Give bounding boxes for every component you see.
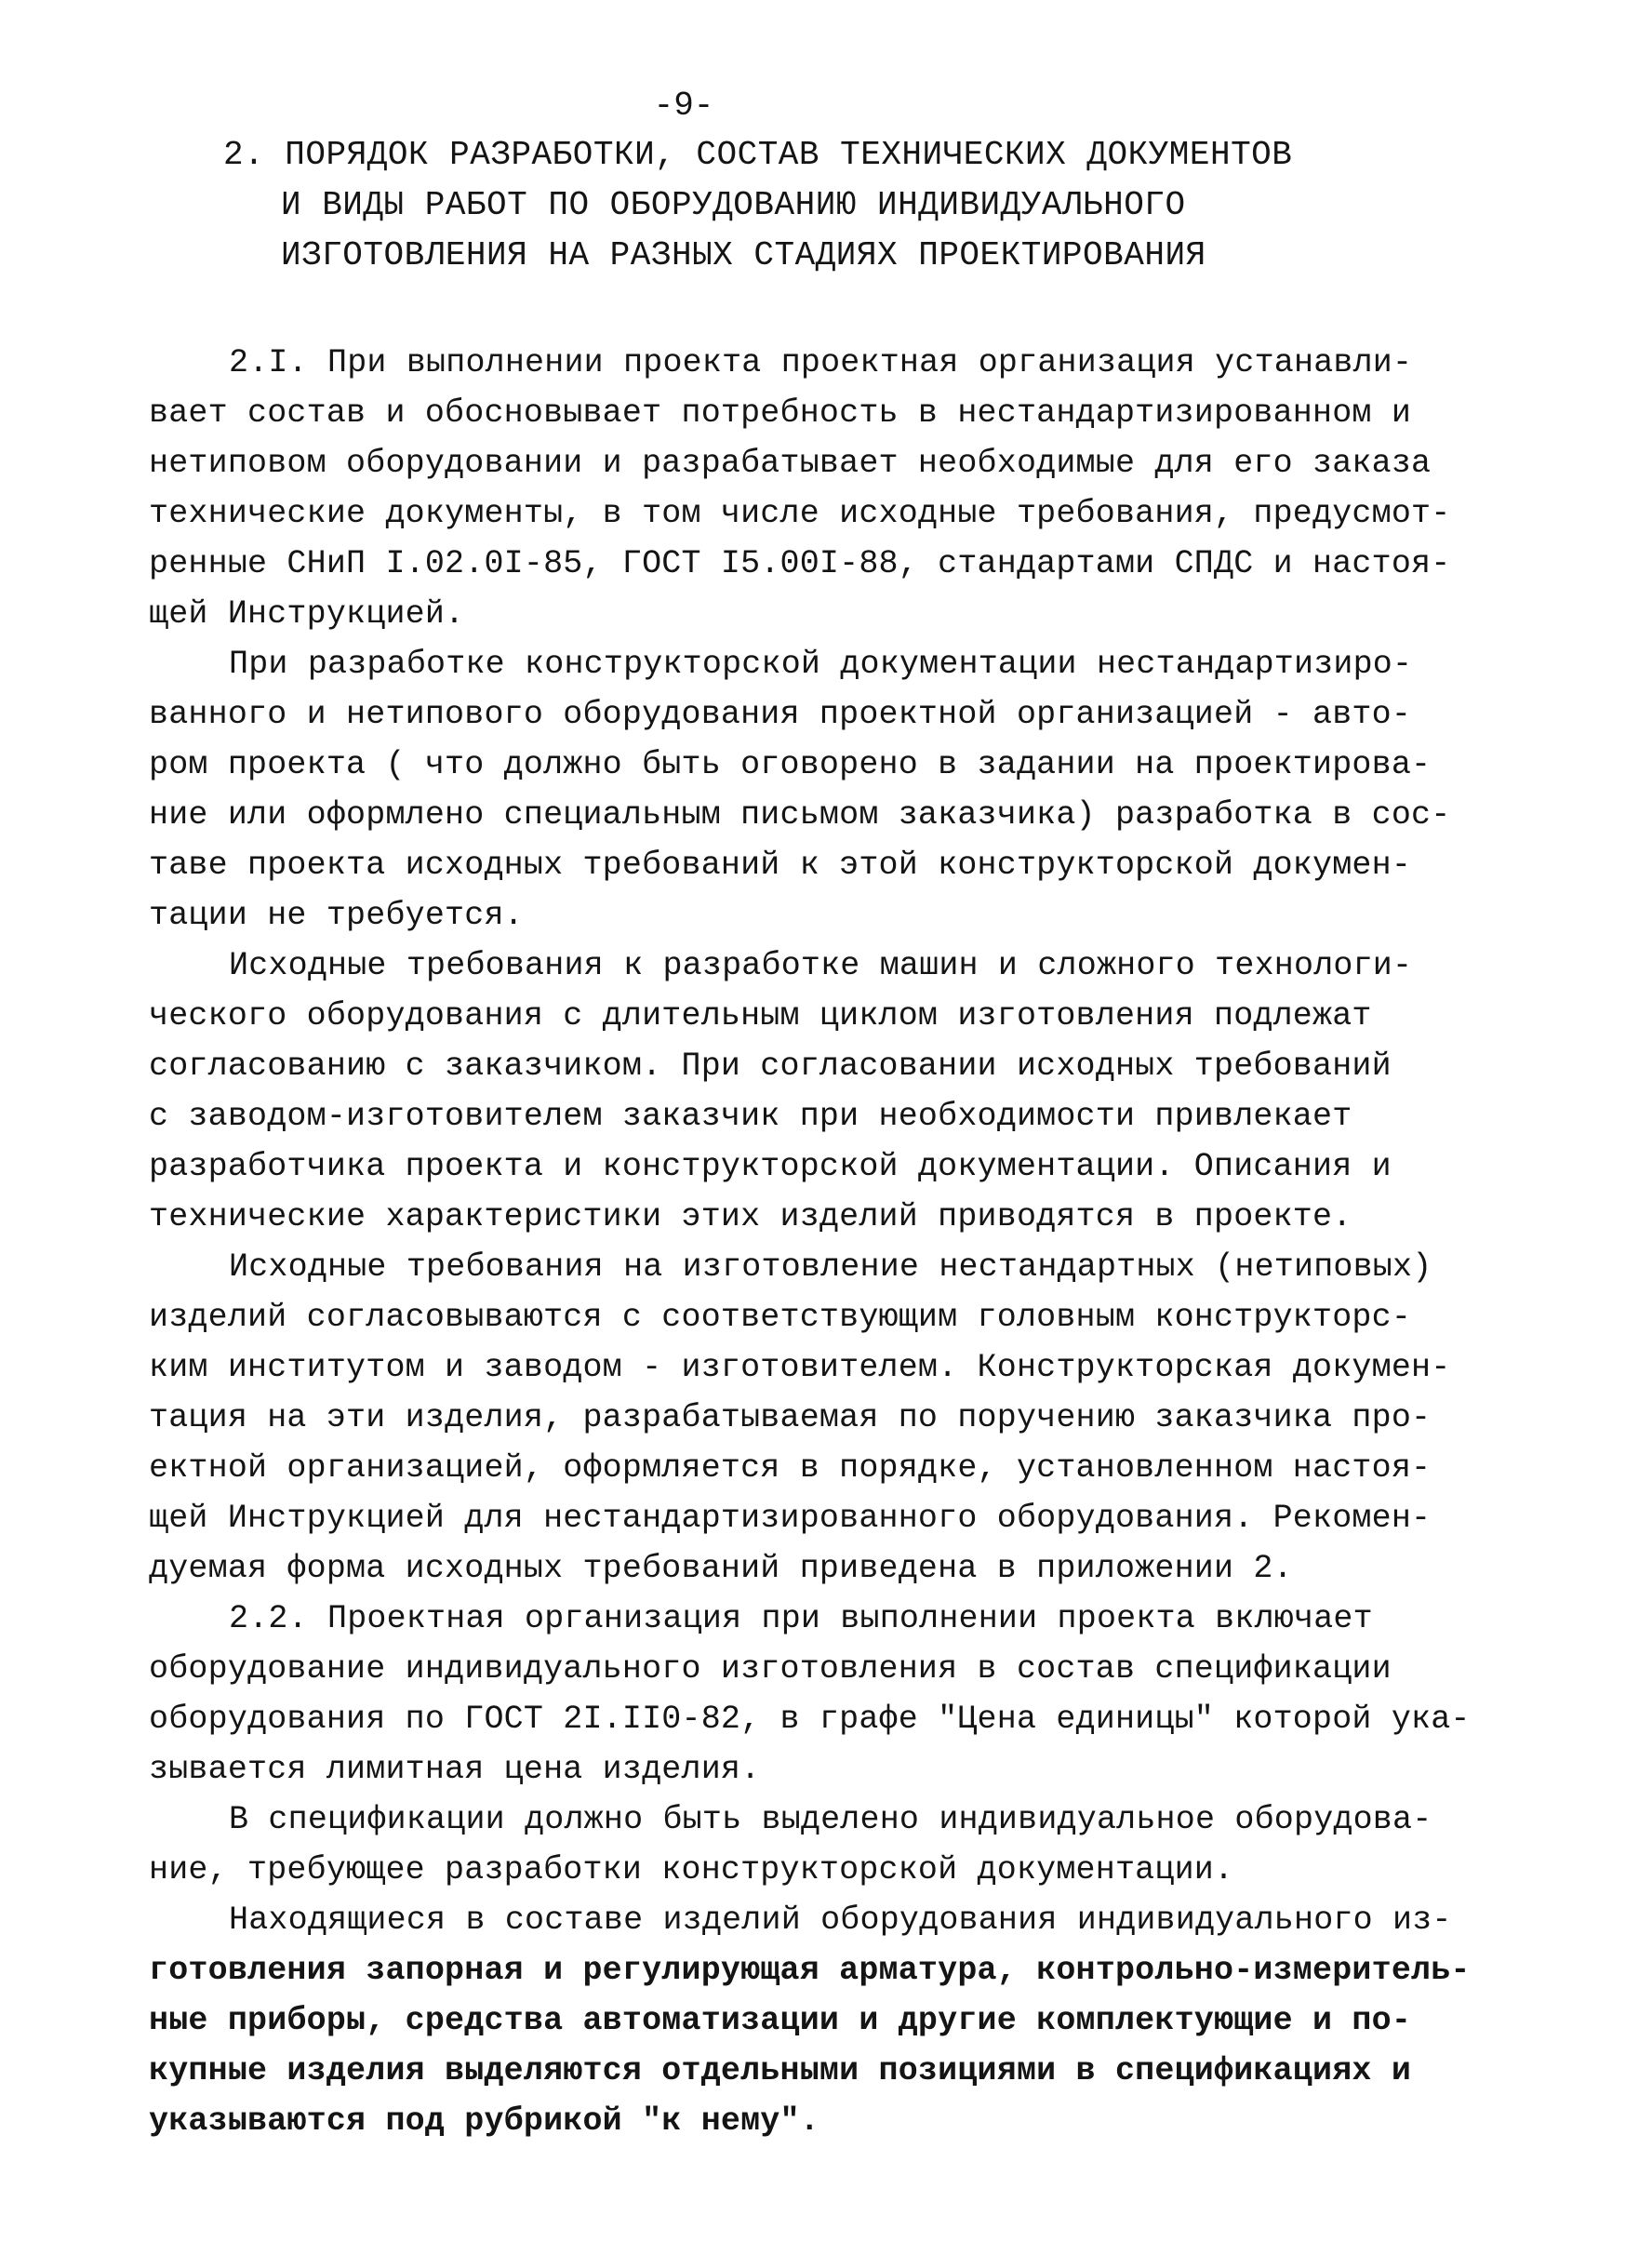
text-line: 2.I. При выполнении проекта проектная организация устанавли- [229, 344, 1413, 381]
heading-line: И ВИДЫ РАБОТ ПО ОБОРУДОВАНИЮ ИНДИВИДУАЛЬНОГО [281, 186, 1186, 224]
text-line: Находящиеся в составе изделий оборудования индивидуального из- [229, 1901, 1452, 1939]
text-line: 2.2. Проектная организация при выполнении проекта включает [229, 1600, 1373, 1637]
text-line: нетиповом оборудовании и разрабатывает необходимые для его заказа [149, 445, 1432, 482]
text-line: В спецификации должно быть выделено индивидуальное оборудова- [229, 1801, 1432, 1838]
heading-line: 2. ПОРЯДОК РАЗРАБОТКИ, СОСТАВ ТЕХНИЧЕСКИХ ДОКУМЕНТОВ [223, 136, 1293, 174]
text-line: Исходные требования к разработке машин и сложного технологи- [229, 947, 1413, 984]
text-line: ренные СНиП I.02.0I-85, ГОСТ I5.00I-88, стандартами СПДС и настоя- [149, 545, 1451, 582]
text-line: ные приборы, средства автоматизации и другие комплектующие и по- [149, 2002, 1412, 2039]
text-line: разработчика проекта и конструкторской документации. Описания и [149, 1148, 1392, 1185]
text-line: дуемая форма исходных требований приведена в приложении 2. [149, 1550, 1293, 1587]
text-line: купные изделия выделяются отдельными позициями в спецификациях и [149, 2052, 1412, 2089]
text-line: вает состав и обосновывает потребность в нестандартизированном и [149, 394, 1412, 432]
text-line: щей Инструкцией для нестандартизированного оборудования. Рекомен- [149, 1500, 1432, 1537]
text-line: При разработке конструкторской документации нестандартизиро- [229, 646, 1413, 683]
text-line: ние, требующее разработки конструкторской документации. [149, 1851, 1234, 1888]
text-line: технические характеристики этих изделий приводятся в проекте. [149, 1198, 1352, 1235]
text-line: ние или оформлено специальным письмом заказчика) разработка в сос- [149, 796, 1451, 834]
text-line: с заводом-изготовителем заказчик при необходимости привлекает [149, 1098, 1352, 1135]
text-line: согласованию с заказчиком. При согласовании исходных требований [149, 1047, 1392, 1085]
text-line: тации не требуется. [149, 897, 524, 934]
text-line: технические документы, в том числе исходные требования, предусмот- [149, 495, 1451, 532]
text-line: таве проекта исходных требований к этой конструкторской докумен- [149, 847, 1412, 884]
text-line: щей Инструкцией. [149, 595, 465, 633]
section-heading [223, 130, 1339, 281]
text-line: тация на эти изделия, разрабатываемая по поручению заказчика про- [149, 1399, 1432, 1436]
page-number: -9- [653, 87, 714, 125]
text-line: ким институтом и заводом - изготовителем. Конструкторская докумен- [149, 1349, 1451, 1386]
text-line: ванного и нетипового оборудования проектной организацией - авто- [149, 696, 1412, 733]
text-line: оборудования по ГОСТ 2I.II0-82, в графе "Цена единицы" которой ука- [149, 1701, 1471, 1738]
text-line: изделий согласовываются с соответствующим головным конструкторс- [149, 1299, 1412, 1336]
text-line: ром проекта ( что должно быть оговорено в задании на проектирова- [149, 746, 1432, 783]
text-line: ческого оборудования с длительным циклом изготовления подлежат [149, 997, 1372, 1034]
body-text [149, 338, 1507, 2146]
text-line: готовления запорная и регулирующая арматура, контрольно-измеритель- [149, 1952, 1471, 1989]
text-line: указываются под рубрикой "к нему". [149, 2102, 819, 2140]
text-line: оборудование индивидуального изготовления в состав спецификации [149, 1650, 1392, 1688]
text-line: зывается лимитная цена изделия. [149, 1751, 761, 1788]
text-line: Исходные требования на изготовление нестандартных (нетиповых) [229, 1248, 1432, 1286]
text-line: ектной организацией, оформляется в порядке, установленном настоя- [149, 1449, 1432, 1487]
heading-line: ИЗГОТОВЛЕНИЯ НА РАЗНЫХ СТАДИЯХ ПРОЕКТИРОВАНИЯ [281, 236, 1206, 274]
